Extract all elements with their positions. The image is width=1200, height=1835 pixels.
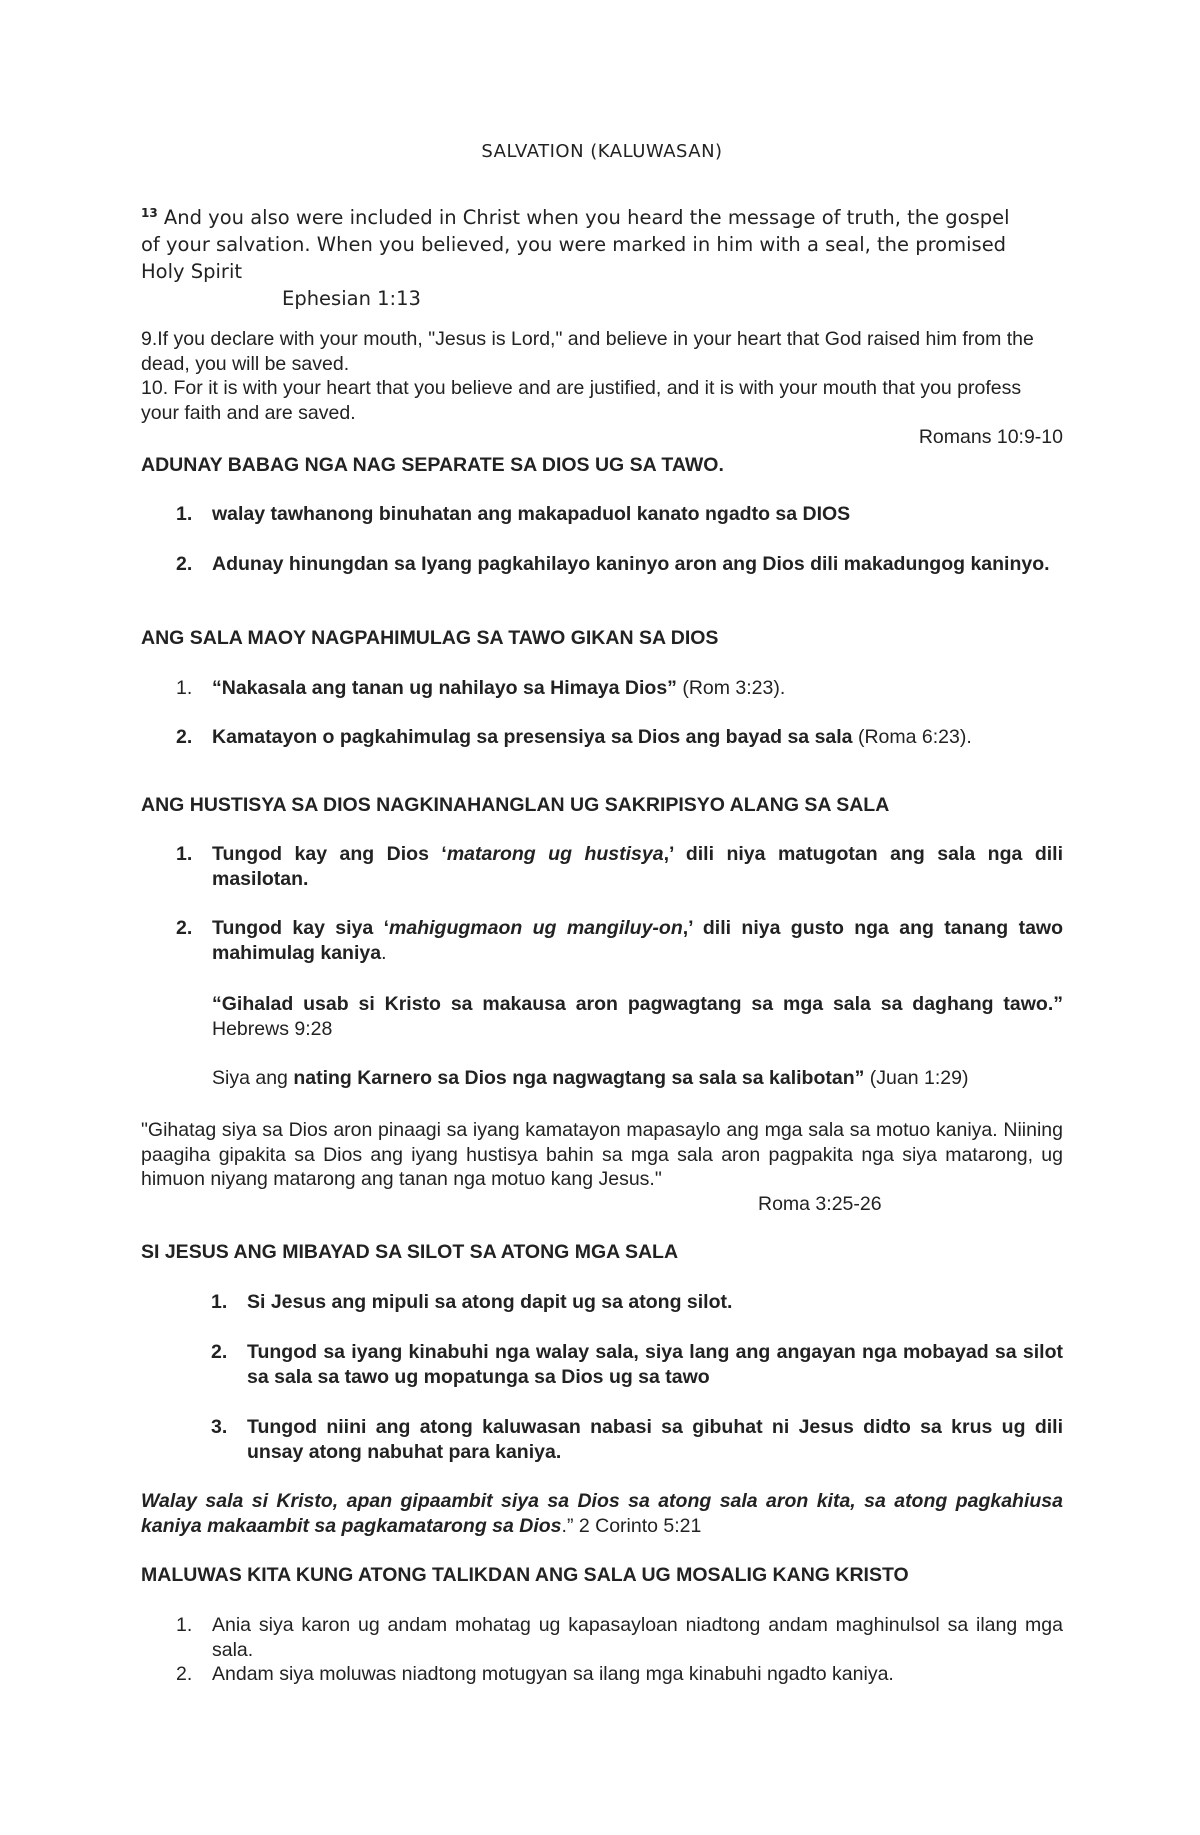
list-item: 1. Si Jesus ang mipuli sa atong dapit ug sa atong silot.: [211, 1291, 733, 1313]
list-item: 1. walay tawhanong binuhatan ang makapaduol kanato ngadto sa DIOS: [176, 503, 851, 525]
section-heading-5: MALUWAS KITA KUNG ATONG TALIKDAN ANG SALA UG MOSALIG KANG KRISTO: [141, 1564, 909, 1586]
list-item: 1. “Nakasala ang tanan ug nahilayo sa Himaya Dios” (Rom 3:23).: [176, 677, 786, 699]
section-2-list: [141, 676, 1063, 701]
section-heading-3: ANG HUSTISYA SA DIOS NAGKINAHANGLAN UG SAKRIPISYO ALANG SA SALA: [141, 794, 890, 816]
list-item: 3. Tungod niini ang atong kaluwasan nabasi sa gibuhat ni Jesus didto sa krus ug dili unsay atong nabuhat para kaniya.: [211, 1416, 1063, 1463]
romans-passage: [141, 327, 1063, 450]
section-heading-1: ADUNAY BABAG NGA NAG SEPARATE SA DIOS UG SA TAWO.: [141, 454, 724, 476]
section-3-list: [141, 842, 1063, 891]
list-item: 2. Adunay hinungdan sa Iyang pagkahilayo kaninyo aron ang Dios dili makadungog kaninyo.: [176, 553, 1050, 575]
romans-reference: Romans 10:9-10: [918, 426, 1063, 448]
roma-reference: Roma 3:25-26: [758, 1192, 882, 1215]
corinto-quote: Walay sala si Kristo, apan gipaambit siya sa Dios sa atong sala aron kita, sa atong pagkahiusa kaniya makaambit sa pagkamatarong sa Dios.” 2 Corinto 5:21: [141, 1490, 1063, 1537]
list-item: 2. Tungod kay siya ‘mahigugmaon ug mangiluy-on,’ dili niya gusto nga ang tanang tawo mahimulag kaniya.: [176, 917, 1064, 964]
section-4-list-3: [176, 1415, 1063, 1464]
list-item: 1. Tungod kay ang Dios ‘matarong ug hustisya,’ dili niya matugotan ang sala nga dili masilotan.: [176, 843, 1063, 890]
ephesian-verse: [141, 200, 1021, 312]
section-heading-4: SI JESUS ANG MIBAYAD SA SILOT SA ATONG MGA SALA: [141, 1241, 679, 1263]
romans-verse-9: 9.If you declare with your mouth, "Jesus is Lord," and believe in your heart that God raised him from the dead, you will be saved.: [141, 328, 1034, 375]
section-4-list-2: [176, 1340, 1063, 1389]
section-1-list-2: [141, 552, 1063, 577]
section-heading-2: ANG SALA MAOY NAGPAHIMULAG SA TAWO GIKAN SA DIOS: [141, 627, 719, 649]
list-item: 1. Ania siya karon ug andam mohatag ug kapasayloan niadtong andam maghinulsol sa ilang mga sala.: [176, 1614, 1063, 1661]
list-item: 2. Kamatayon o pagkahimulag sa presensiya sa Dios ang bayad sa sala (Roma 6:23).: [176, 726, 972, 748]
roma-text: "Gihatag siya sa Dios aron pinaagi sa iyang kamatayon mapasaylo ang mga sala sa motuo kaniya. Niining paagiha gipakita sa Dios ang iyang hustisya bahin sa mga sala aron pagpakita nga siya matarong, ug himuon niyang matarong ang tanan nga motuo kang Jesus.": [141, 1119, 1063, 1190]
section-3-list-2: [141, 916, 1063, 965]
page-title: SALVATION (KALUWASAN): [481, 141, 723, 162]
section-2-list-2: [141, 725, 1063, 750]
section-5-list: [141, 1613, 1063, 1687]
hebrews-quote: “Gihalad usab si Kristo sa makausa aron pagwagtang sa mga sala sa daghang tawo.” Hebrews 9:28: [212, 993, 1063, 1040]
juan-quote: Siya ang nating Karnero sa Dios nga nagwagtang sa sala sa kalibotan” (Juan 1:29): [212, 1067, 969, 1089]
section-1-list: [141, 502, 1063, 527]
list-item: 2. Andam siya moluwas niadtong motugyan sa ilang mga kinabuhi ngadto kaniya.: [176, 1663, 894, 1685]
verse-number: 13: [141, 206, 158, 220]
romans-verse-10: 10. For it is with your heart that you believe and are justified, and it is with your mouth that you profess your faith and are saved.: [141, 377, 1022, 424]
verse-reference: Ephesian 1:13: [282, 287, 421, 310]
section-4-list: [176, 1290, 1063, 1315]
verse-text: And you also were included in Christ when you heard the message of truth, the gospel of your salvation. When you believed, you were marked in him with a seal, the promised Holy Spirit: [141, 206, 1010, 283]
list-item: 2. Tungod sa iyang kinabuhi nga walay sala, siya lang ang angayan nga mobayad sa silot sa sala sa tawo ug mopatunga sa Dios ug sa tawo: [211, 1341, 1063, 1388]
roma-passage: [141, 1118, 1063, 1216]
